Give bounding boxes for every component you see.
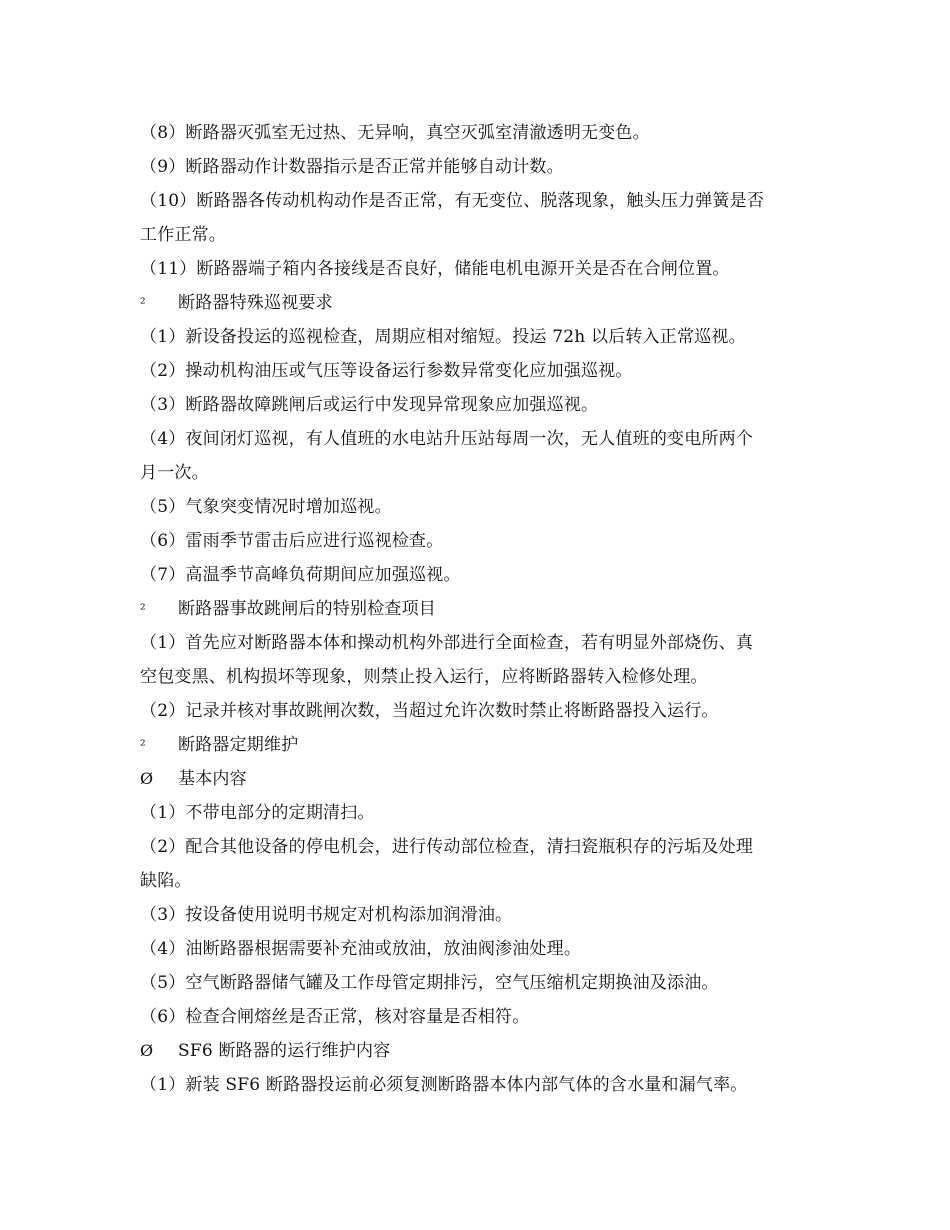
text-line: （3）断路器故障跳闸后或运行中发现异常现象应加强巡视。 [140, 395, 599, 415]
text-line: （4）夜间闭灯巡视，有人值班的水电站升压站每周一次，无人值班的变电所两个 [140, 429, 754, 449]
subsection-heading-sf6 [140, 1034, 812, 1068]
text-line: （3）按设备使用说明书规定对机构添加润滑油。 [140, 905, 513, 925]
text-line: （2）操动机构油压或气压等设备运行参数异常变化应加强巡视。 [140, 361, 633, 381]
bullet-marker: ² [140, 738, 146, 754]
section-heading-maintenance [140, 728, 812, 762]
text-line: （1）新设备投运的巡视检查，周期应相对缩短。投运 72h 以后转入正常巡视。 [140, 327, 746, 347]
text-line: （11）断路器端子箱内各接线是否良好，储能电机电源开关是否在合闸位置。 [140, 259, 730, 279]
section-title: 断路器定期维护 [178, 735, 299, 755]
text-line: （6）检查合闸熔丝是否正常，核对容量是否相符。 [140, 1007, 530, 1027]
text-line: （1）新装 SF6 断路器投运前必须复测断路器本体内部气体的含水量和漏气率。 [140, 1075, 748, 1095]
text-line: 工作正常。 [140, 225, 226, 245]
subsection-heading-basic [140, 762, 812, 796]
text-line: 月一次。 [140, 463, 209, 483]
bullet-marker: ² [140, 296, 146, 312]
text-line: （2）记录并核对事故跳闸次数，当超过允许次数时禁止将断路器投入运行。 [140, 701, 719, 721]
text-line: （9）断路器动作计数器指示是否正常并能够自动计数。 [140, 157, 564, 177]
text-line: （5）气象突变情况时增加巡视。 [140, 497, 392, 517]
document-body [140, 116, 812, 1102]
text-line: （4）油断路器根据需要补充油或放油，放油阀渗油处理。 [140, 939, 582, 959]
bullet-marker: Ø [140, 769, 154, 788]
text-line: （7）高温季节高峰负荷期间应加强巡视。 [140, 565, 461, 585]
section-heading-special-inspection [140, 286, 812, 320]
text-line: （6）雷雨季节雷击后应进行巡视检查。 [140, 531, 444, 551]
text-line: （1）首先应对断路器本体和操动机构外部进行全面检查，若有明显外部烧伤、真 [140, 633, 754, 653]
section-title: 断路器事故跳闸后的特别检查项目 [178, 599, 436, 619]
section-title: 断路器特殊巡视要求 [178, 293, 333, 313]
subsection-title: 基本内容 [178, 769, 247, 789]
text-line: （8）断路器灭弧室无过热、无异响，真空灭弧室清澈透明无变色。 [140, 123, 650, 143]
bullet-marker: Ø [140, 1041, 154, 1060]
text-line: （2）配合其他设备的停电机会，进行传动部位检查，清扫瓷瓶积存的污垢及处理 [140, 837, 754, 857]
bullet-marker: ² [140, 602, 146, 618]
text-line: （10）断路器各传动机构动作是否正常，有无变位、脱落现象，触头压力弹簧是否 [140, 191, 765, 211]
section-heading-fault-inspection [140, 592, 812, 626]
subsection-title: SF6 断路器的运行维护内容 [178, 1041, 391, 1061]
text-line: （5）空气断路器储气罐及工作母管定期排污，空气压缩机定期换油及添油。 [140, 973, 719, 993]
text-line: 缺陷。 [140, 871, 192, 891]
text-line: 空包变黑、机构损坏等现象，则禁止投入运行，应将断路器转入检修处理。 [140, 667, 708, 687]
text-line: （1）不带电部分的定期清扫。 [140, 803, 375, 823]
